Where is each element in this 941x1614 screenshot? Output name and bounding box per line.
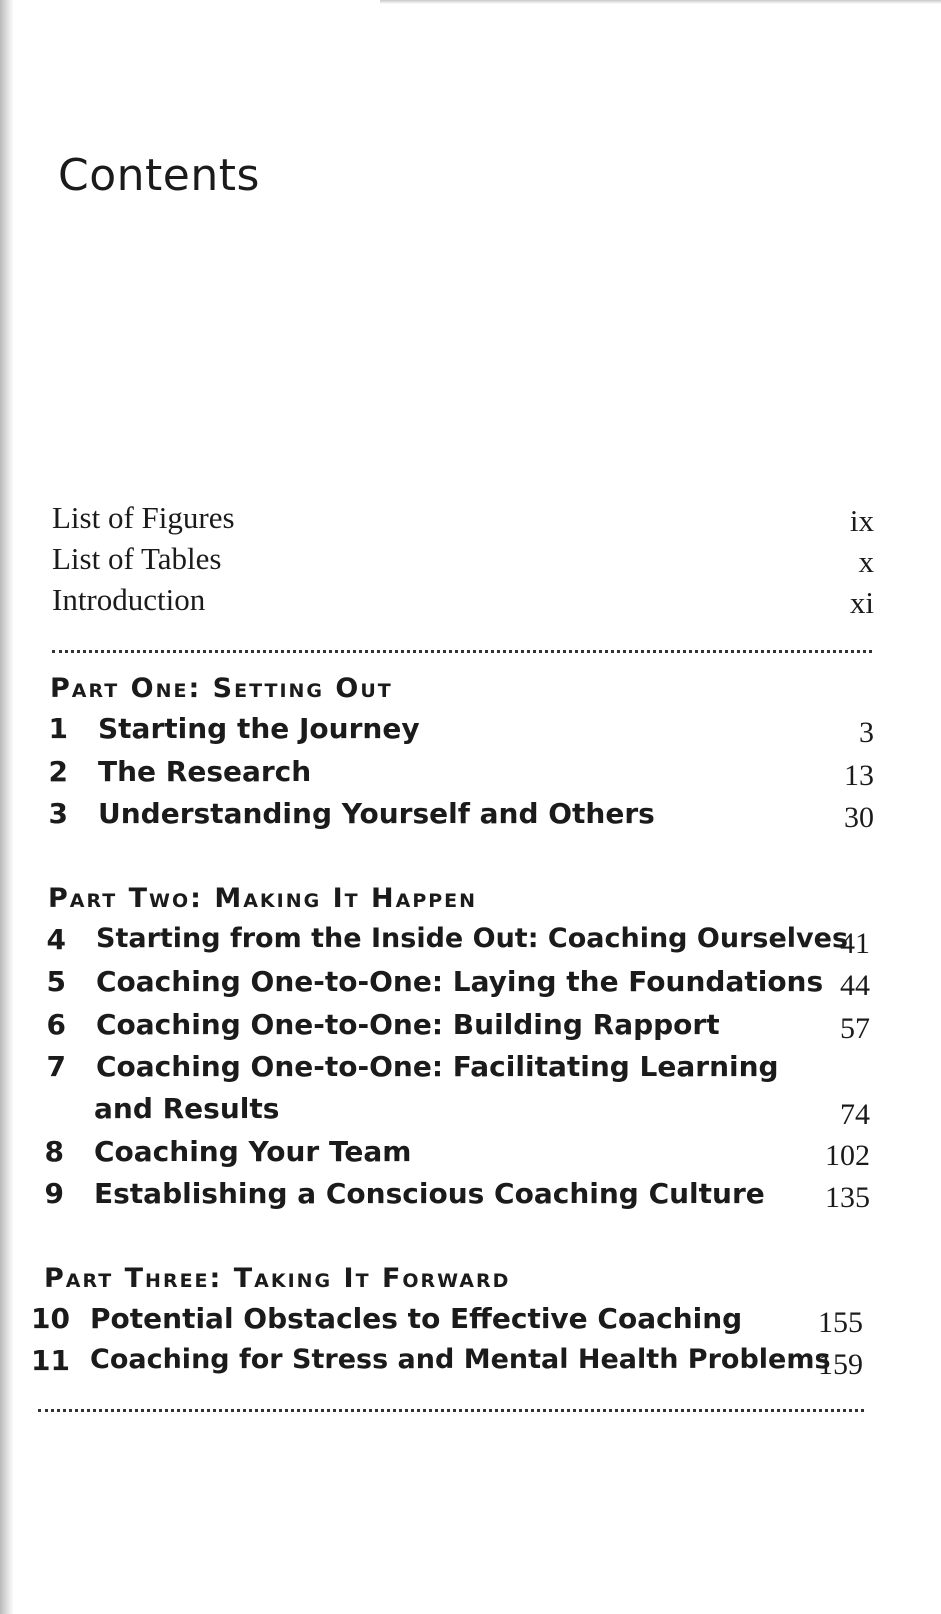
chapter-number: 3 — [48, 797, 68, 830]
chapter-title: Coaching One-to-One: Facilitating Learning — [96, 1050, 779, 1083]
page-edge-shadow — [0, 0, 14, 1614]
dotted-divider-bottom — [38, 1409, 864, 1412]
chapter-page: 3 — [859, 716, 874, 749]
chapter-page: 155 — [818, 1306, 863, 1339]
chapter-page: 44 — [840, 969, 870, 1002]
chapter-number: 6 — [46, 1008, 66, 1041]
chapter-number: 7 — [46, 1050, 66, 1083]
front-matter-item — [52, 541, 874, 582]
chapter-title: Starting the Journey — [98, 712, 420, 745]
chapter-page: 13 — [844, 759, 874, 792]
chapter-page: 159 — [818, 1348, 863, 1381]
front-matter-page: xi — [849, 585, 874, 620]
chapter-title: Coaching One-to-One: Building Rapport — [96, 1008, 720, 1041]
front-matter-list — [52, 500, 874, 623]
dotted-divider-top — [52, 650, 872, 653]
chapter-title: Coaching Your Team — [94, 1135, 412, 1168]
chapter-title: Coaching for Stress and Mental Health Problems — [90, 1344, 831, 1375]
front-matter-page: x — [858, 544, 874, 579]
chapter-number: 9 — [44, 1177, 64, 1210]
front-matter-label: List of Tables — [52, 541, 222, 576]
chapter-title-continued: and Results — [94, 1092, 280, 1125]
chapter-title: The Research — [98, 755, 312, 788]
part-one-heading: Part One: Setting Out — [50, 673, 393, 704]
front-matter-label: List of Figures — [52, 500, 235, 535]
page-title: Contents — [58, 150, 260, 201]
part-three-heading: Part Three: Taking It Forward — [44, 1263, 511, 1294]
chapter-title: Starting from the Inside Out: Coaching Ourselves — [96, 923, 849, 954]
chapter-number: 10 — [31, 1302, 70, 1335]
chapter-title: Understanding Yourself and Others — [98, 797, 655, 830]
chapter-number: 8 — [44, 1135, 64, 1168]
top-edge-shadow — [380, 0, 941, 4]
chapter-title: Establishing a Conscious Coaching Culture — [94, 1177, 765, 1210]
chapter-number: 4 — [46, 923, 66, 956]
chapter-page: 74 — [840, 1098, 870, 1131]
part-two-heading: Part Two: Making It Happen — [48, 883, 478, 914]
chapter-page: 57 — [840, 1012, 870, 1045]
front-matter-item — [52, 582, 874, 623]
chapter-page: 30 — [844, 801, 874, 834]
front-matter-item — [52, 500, 874, 541]
chapter-number: 2 — [48, 755, 68, 788]
chapter-page: 41 — [840, 927, 870, 960]
chapter-number: 11 — [31, 1344, 70, 1377]
front-matter-label: Introduction — [52, 582, 206, 617]
chapter-number: 1 — [48, 712, 68, 745]
front-matter-page: ix — [849, 503, 874, 538]
chapter-page: 102 — [825, 1139, 870, 1172]
chapter-title: Coaching One-to-One: Laying the Foundations — [96, 965, 824, 998]
chapter-title: Potential Obstacles to Effective Coaching — [90, 1302, 743, 1335]
chapter-number: 5 — [46, 965, 66, 998]
chapter-page: 135 — [825, 1181, 870, 1214]
